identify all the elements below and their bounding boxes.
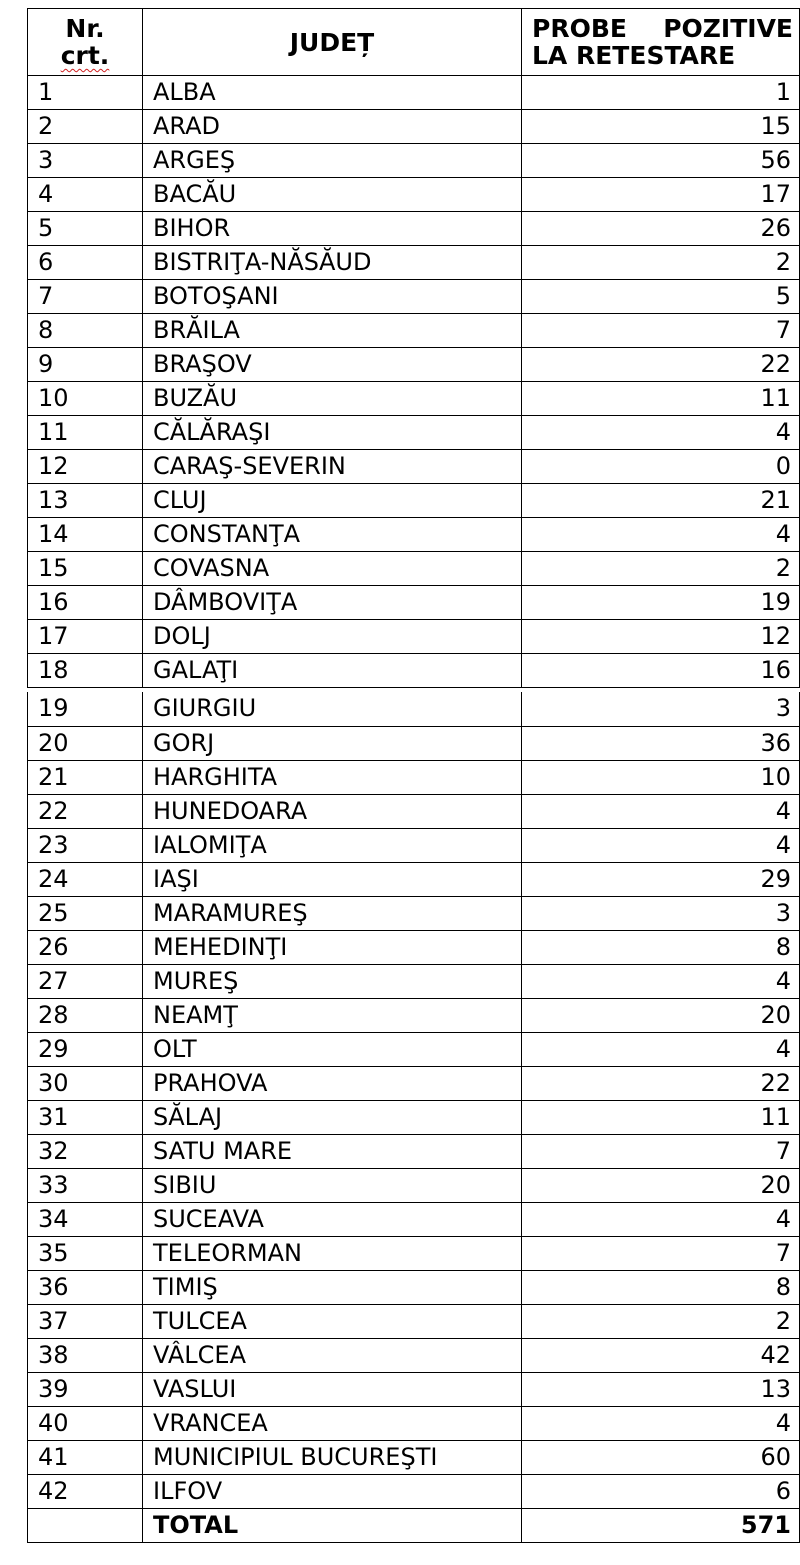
row-judet-cell: IALOMIŢA xyxy=(143,828,522,862)
table-row xyxy=(28,1304,800,1338)
row-judet-cell: HARGHITA xyxy=(143,760,522,794)
row-nr-cell: 42 xyxy=(28,1474,143,1508)
row-nr-cell: 31 xyxy=(28,1100,143,1134)
row-nr-cell: 7 xyxy=(28,280,143,314)
row-nr-cell: 33 xyxy=(28,1168,143,1202)
row-judet-cell: BRĂILA xyxy=(143,314,522,348)
row-value-cell: 22 xyxy=(522,1066,800,1100)
row-value-cell: 12 xyxy=(522,620,800,654)
row-judet-cell: CONSTANŢA xyxy=(143,518,522,552)
row-judet-cell: MARAMUREŞ xyxy=(143,896,522,930)
table-row xyxy=(28,280,800,314)
row-value-cell: 10 xyxy=(522,760,800,794)
row-value-cell: 13 xyxy=(522,1372,800,1406)
table-row xyxy=(28,620,800,654)
row-value-cell: 4 xyxy=(522,964,800,998)
row-nr-cell: 37 xyxy=(28,1304,143,1338)
row-value-cell: 20 xyxy=(522,1168,800,1202)
row-nr-cell: 40 xyxy=(28,1406,143,1440)
row-nr-cell: 14 xyxy=(28,518,143,552)
row-nr-cell: 39 xyxy=(28,1372,143,1406)
table-row xyxy=(28,484,800,518)
row-nr-cell: 3 xyxy=(28,144,143,178)
row-judet-cell: DÂMBOVIŢA xyxy=(143,586,522,620)
table-header-row xyxy=(28,9,800,76)
row-nr-cell: 38 xyxy=(28,1338,143,1372)
row-nr-cell: 5 xyxy=(28,212,143,246)
table-row xyxy=(28,1134,800,1168)
table-row xyxy=(28,1440,800,1474)
header-nr-line1: Nr. xyxy=(65,14,105,43)
row-value-cell: 4 xyxy=(522,1406,800,1440)
row-nr-cell: 35 xyxy=(28,1236,143,1270)
row-judet-cell: CĂLĂRAŞI xyxy=(143,416,522,450)
table-row xyxy=(28,1338,800,1372)
row-value-cell: 4 xyxy=(522,794,800,828)
row-judet-cell: IAŞI xyxy=(143,862,522,896)
row-nr-cell: 1 xyxy=(28,76,143,110)
table-row xyxy=(28,348,800,382)
row-nr-cell: 21 xyxy=(28,760,143,794)
row-judet-cell: TELEORMAN xyxy=(143,1236,522,1270)
row-value-cell: 0 xyxy=(522,450,800,484)
row-value-cell: 1 xyxy=(522,76,800,110)
table-row xyxy=(28,964,800,998)
row-judet-cell: BRAŞOV xyxy=(143,348,522,382)
row-nr-cell: 23 xyxy=(28,828,143,862)
row-value-cell: 22 xyxy=(522,348,800,382)
table-row xyxy=(28,518,800,552)
row-value-cell: 4 xyxy=(522,1202,800,1236)
row-judet-cell: ARAD xyxy=(143,110,522,144)
table-row xyxy=(28,314,800,348)
row-value-cell: 16 xyxy=(522,654,800,688)
row-judet-cell: DOLJ xyxy=(143,620,522,654)
row-judet-cell: BUZĂU xyxy=(143,382,522,416)
row-judet-cell: ARGEŞ xyxy=(143,144,522,178)
row-nr-cell: 26 xyxy=(28,930,143,964)
table-row xyxy=(28,1202,800,1236)
table-row xyxy=(28,586,800,620)
row-nr-cell: 15 xyxy=(28,552,143,586)
table-row xyxy=(28,1372,800,1406)
row-nr-cell: 10 xyxy=(28,382,143,416)
table-row xyxy=(28,828,800,862)
header-probe-line1: PROBE POZITIVE xyxy=(532,14,793,43)
row-judet-cell: VÂLCEA xyxy=(143,1338,522,1372)
row-judet-cell: CLUJ xyxy=(143,484,522,518)
header-probe-line2: LA RETESTARE xyxy=(532,41,736,70)
county-table-part-2 xyxy=(27,692,800,1543)
row-value-cell: 19 xyxy=(522,586,800,620)
table-row xyxy=(28,998,800,1032)
row-value-cell: 17 xyxy=(522,178,800,212)
row-judet-cell: SUCEAVA xyxy=(143,1202,522,1236)
row-nr-cell: 32 xyxy=(28,1134,143,1168)
row-judet-cell: OLT xyxy=(143,1032,522,1066)
row-nr-cell: 9 xyxy=(28,348,143,382)
header-nr-line2: crt. xyxy=(60,41,110,70)
total-label-cell: TOTAL xyxy=(143,1508,522,1542)
row-judet-cell: VRANCEA xyxy=(143,1406,522,1440)
row-judet-cell: ILFOV xyxy=(143,1474,522,1508)
row-nr-cell: 13 xyxy=(28,484,143,518)
row-judet-cell: ALBA xyxy=(143,76,522,110)
row-value-cell: 2 xyxy=(522,1304,800,1338)
row-value-cell: 15 xyxy=(522,110,800,144)
row-nr-cell: 24 xyxy=(28,862,143,896)
row-judet-cell: BOTOŞANI xyxy=(143,280,522,314)
row-value-cell: 4 xyxy=(522,416,800,450)
row-nr-cell: 22 xyxy=(28,794,143,828)
header-probe-pozitive xyxy=(522,9,800,76)
row-judet-cell: TIMIŞ xyxy=(143,1270,522,1304)
row-nr-cell: 19 xyxy=(28,692,143,726)
total-row xyxy=(28,1508,800,1542)
row-value-cell: 21 xyxy=(522,484,800,518)
row-judet-cell: VASLUI xyxy=(143,1372,522,1406)
row-judet-cell: SĂLAJ xyxy=(143,1100,522,1134)
row-value-cell: 8 xyxy=(522,1270,800,1304)
table-row xyxy=(28,416,800,450)
row-nr-cell: 18 xyxy=(28,654,143,688)
row-judet-cell: BIHOR xyxy=(143,212,522,246)
table-row xyxy=(28,1100,800,1134)
table-row xyxy=(28,654,800,688)
table-row xyxy=(28,896,800,930)
table-row xyxy=(28,110,800,144)
row-judet-cell: COVASNA xyxy=(143,552,522,586)
row-value-cell: 3 xyxy=(522,692,800,726)
row-value-cell: 56 xyxy=(522,144,800,178)
row-value-cell: 3 xyxy=(522,896,800,930)
row-judet-cell: PRAHOVA xyxy=(143,1066,522,1100)
table-row xyxy=(28,178,800,212)
table-row xyxy=(28,726,800,760)
header-judet: JUDEȚ xyxy=(143,9,522,76)
row-value-cell: 11 xyxy=(522,1100,800,1134)
row-value-cell: 6 xyxy=(522,1474,800,1508)
row-nr-cell: 16 xyxy=(28,586,143,620)
table-row xyxy=(28,1474,800,1508)
row-nr-cell: 11 xyxy=(28,416,143,450)
table-row xyxy=(28,1168,800,1202)
row-nr-cell: 8 xyxy=(28,314,143,348)
row-nr-cell: 36 xyxy=(28,1270,143,1304)
row-nr-cell: 41 xyxy=(28,1440,143,1474)
row-value-cell: 60 xyxy=(522,1440,800,1474)
row-value-cell: 7 xyxy=(522,314,800,348)
row-judet-cell: MUREŞ xyxy=(143,964,522,998)
row-nr-cell: 2 xyxy=(28,110,143,144)
row-value-cell: 8 xyxy=(522,930,800,964)
row-judet-cell: BACĂU xyxy=(143,178,522,212)
row-nr-cell: 25 xyxy=(28,896,143,930)
row-value-cell: 36 xyxy=(522,726,800,760)
row-value-cell: 26 xyxy=(522,212,800,246)
table-row xyxy=(28,1236,800,1270)
row-nr-cell: 29 xyxy=(28,1032,143,1066)
table-row xyxy=(28,144,800,178)
row-value-cell: 7 xyxy=(522,1134,800,1168)
row-value-cell: 4 xyxy=(522,1032,800,1066)
table-row xyxy=(28,552,800,586)
table-row xyxy=(28,930,800,964)
table-row xyxy=(28,246,800,280)
table-row xyxy=(28,692,800,726)
table-row xyxy=(28,76,800,110)
table-row xyxy=(28,382,800,416)
row-judet-cell: GIURGIU xyxy=(143,692,522,726)
row-nr-cell: 27 xyxy=(28,964,143,998)
table-row xyxy=(28,1270,800,1304)
table-row xyxy=(28,450,800,484)
row-nr-cell: 28 xyxy=(28,998,143,1032)
row-judet-cell: SATU MARE xyxy=(143,1134,522,1168)
table-row xyxy=(28,862,800,896)
row-judet-cell: NEAMŢ xyxy=(143,998,522,1032)
row-value-cell: 11 xyxy=(522,382,800,416)
row-value-cell: 4 xyxy=(522,828,800,862)
row-value-cell: 4 xyxy=(522,518,800,552)
row-nr-cell: 4 xyxy=(28,178,143,212)
header-nr-crt xyxy=(28,9,143,76)
row-nr-cell: 17 xyxy=(28,620,143,654)
table-row xyxy=(28,1032,800,1066)
row-judet-cell: GORJ xyxy=(143,726,522,760)
row-judet-cell: CARAŞ-SEVERIN xyxy=(143,450,522,484)
table-row xyxy=(28,794,800,828)
row-value-cell: 2 xyxy=(522,246,800,280)
row-nr-cell: 6 xyxy=(28,246,143,280)
row-judet-cell: MEHEDINŢI xyxy=(143,930,522,964)
table-row xyxy=(28,760,800,794)
county-table-part-1 xyxy=(27,8,800,688)
row-judet-cell: MUNICIPIUL BUCUREŞTI xyxy=(143,1440,522,1474)
row-value-cell: 29 xyxy=(522,862,800,896)
row-judet-cell: HUNEDOARA xyxy=(143,794,522,828)
row-value-cell: 7 xyxy=(522,1236,800,1270)
row-nr-cell: 30 xyxy=(28,1066,143,1100)
row-value-cell: 5 xyxy=(522,280,800,314)
table-row xyxy=(28,1406,800,1440)
row-judet-cell: SIBIU xyxy=(143,1168,522,1202)
row-judet-cell: TULCEA xyxy=(143,1304,522,1338)
row-value-cell: 42 xyxy=(522,1338,800,1372)
row-value-cell: 20 xyxy=(522,998,800,1032)
row-nr-cell: 20 xyxy=(28,726,143,760)
row-judet-cell: GALAŢI xyxy=(143,654,522,688)
row-judet-cell: BISTRIŢA-NĂSĂUD xyxy=(143,246,522,280)
total-nr-cell xyxy=(28,1508,143,1542)
total-value-cell: 571 xyxy=(522,1508,800,1542)
table-row xyxy=(28,1066,800,1100)
row-value-cell: 2 xyxy=(522,552,800,586)
row-nr-cell: 34 xyxy=(28,1202,143,1236)
table-row xyxy=(28,212,800,246)
row-nr-cell: 12 xyxy=(28,450,143,484)
